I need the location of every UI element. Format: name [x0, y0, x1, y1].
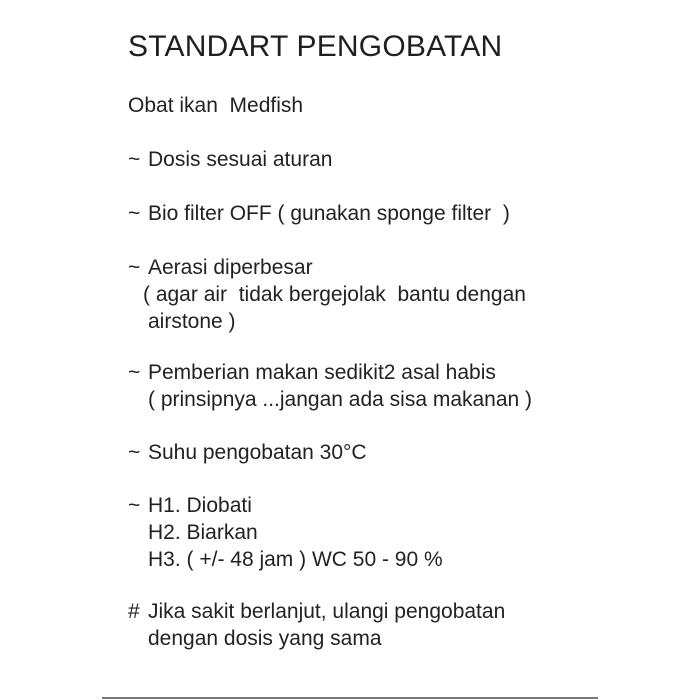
- instruction-feeding: [128, 359, 496, 386]
- repeat-treatment-note-continued: dengan dosis yang sama: [148, 627, 382, 650]
- product-line: Obat ikan Medfish: [128, 94, 304, 117]
- repeat-treatment-note: [128, 598, 505, 625]
- instruction-feeding-detail: ( prinsipnya ...jangan ada sisa makanan ): [148, 388, 533, 411]
- instruction-aeration: [128, 254, 313, 281]
- tilde-marker: ~: [128, 202, 141, 225]
- hash-marker: #: [128, 600, 140, 623]
- schedule-day-2: H2. Biarkan: [148, 521, 258, 544]
- instruction-aeration-detail: airstone ): [148, 310, 236, 333]
- note-text: Jika sakit berlanjut, ulangi pengobatan: [148, 600, 506, 623]
- document-title: STANDART PENGOBATAN: [128, 30, 503, 63]
- instruction-schedule: [128, 492, 252, 519]
- tilde-marker: ~: [128, 441, 141, 464]
- instruction-text: Aerasi diperbesar: [148, 256, 313, 279]
- schedule-day-1: H1. Diobati: [148, 494, 252, 517]
- instruction-text: Pemberian makan sedikit2 asal habis: [148, 361, 496, 384]
- tilde-marker: ~: [128, 256, 141, 279]
- bottom-divider: [102, 697, 598, 699]
- instruction-temperature: [128, 439, 367, 466]
- tilde-marker: ~: [128, 148, 141, 171]
- tilde-marker: ~: [128, 494, 141, 517]
- instruction-text: Bio filter OFF ( gunakan sponge filter ): [148, 202, 510, 225]
- instruction-text: Dosis sesuai aturan: [148, 148, 333, 171]
- instruction-aeration-detail: ( agar air tidak bergejolak bantu dengan: [143, 283, 526, 306]
- instruction-bio-filter: [128, 200, 510, 227]
- instruction-dosage: [128, 146, 332, 173]
- instruction-text: Suhu pengobatan 30°C: [148, 441, 367, 464]
- schedule-day-3: H3. ( +/- 48 jam ) WC 50 - 90 %: [148, 548, 443, 571]
- tilde-marker: ~: [128, 361, 141, 384]
